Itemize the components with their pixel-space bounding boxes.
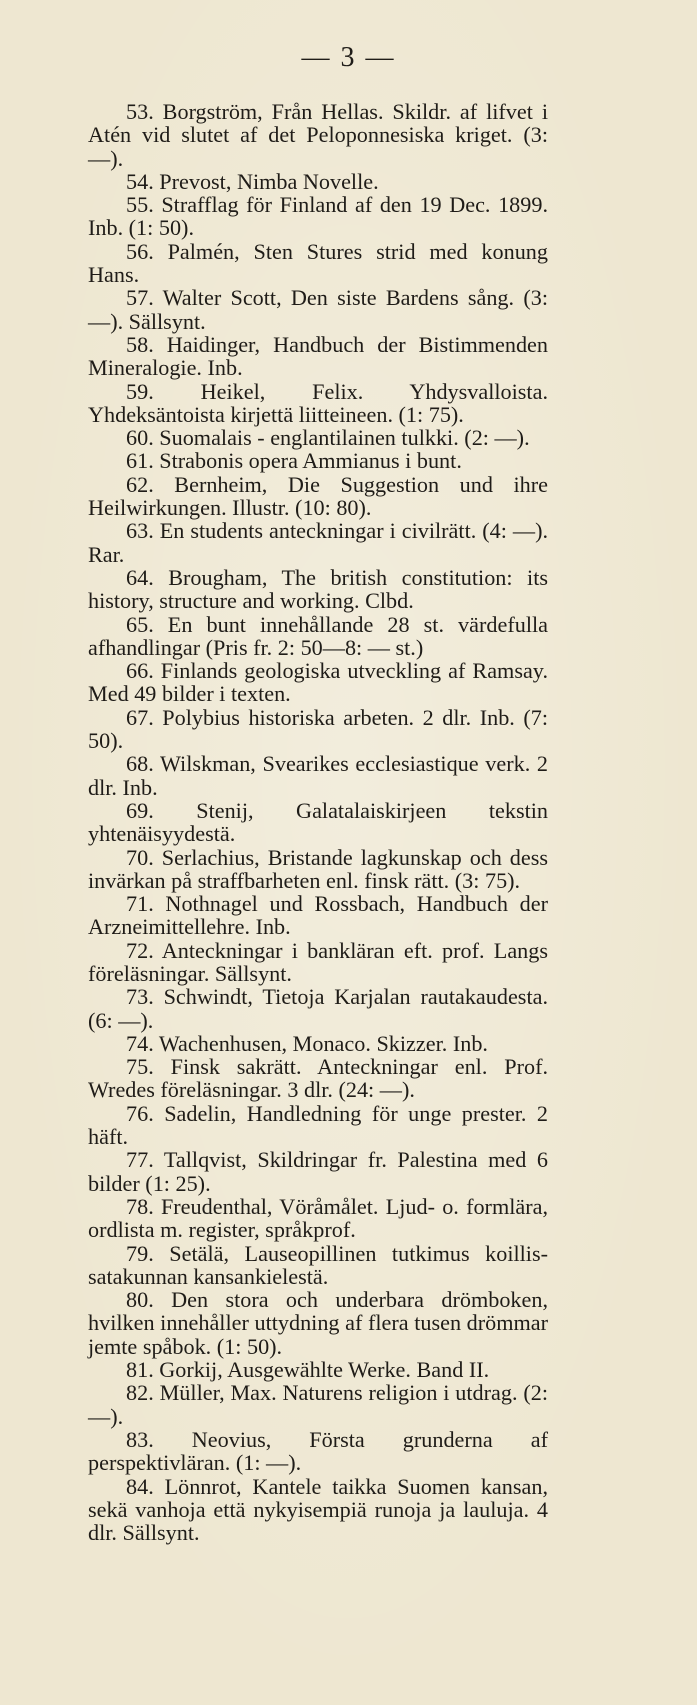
entry-number: 68.	[126, 751, 154, 777]
entry-number: 80.	[126, 1287, 154, 1313]
entry-number: 61.	[126, 448, 154, 474]
list-item	[88, 426, 548, 449]
entry-number: 66.	[126, 658, 154, 684]
entry-text: Finsk sakrätt. Anteckningar enl. Prof. Wredes föreläsningar. 3 dlr. (24: —).	[88, 1054, 549, 1103]
entry-text: Prevost, Nimba Novelle.	[159, 168, 379, 194]
entry-number: 65.	[126, 611, 154, 637]
list-item	[88, 1148, 548, 1195]
list-item	[88, 892, 548, 939]
list-item	[88, 613, 548, 660]
entry-number: 73.	[126, 984, 154, 1010]
entry-text: Finlands geologiska utveckling af Ramsay. Med 49 bilder i texten.	[88, 658, 548, 707]
entry-text: Freudenthal, Vöråmålet. Ljud- o. formlära, ordlista m. register, språkprof.	[88, 1193, 548, 1243]
list-item	[88, 706, 548, 753]
entry-text: Walter Scott, Den siste Bardens sång. (3: —). Sällsynt.	[88, 285, 548, 334]
entry-text: Sadelin, Handledning för unge prester. 2 häft.	[88, 1100, 548, 1150]
entry-number: 83.	[126, 1426, 154, 1452]
entry-text: Strafflag för Finland af den 19 Dec. 1899. Inb. (1: 50).	[88, 192, 548, 241]
entry-text: Wilskman, Svearikes ecclesiastique verk. 2 dlr. Inb.	[88, 751, 548, 800]
entry-text: Strabonis opera Ammianus i bunt.	[159, 448, 462, 474]
entry-text: Polybius historiska arbeten. 2 dlr. Inb. (7: 50).	[88, 704, 549, 754]
entry-number: 79.	[126, 1240, 154, 1266]
entry-number: 59.	[126, 378, 154, 404]
entry-number: 82.	[126, 1380, 154, 1406]
entry-number: 84.	[126, 1473, 154, 1499]
list-item	[88, 1288, 548, 1358]
entry-number: 57.	[126, 285, 154, 311]
entry-text: Stenij, Galatalaiskirjeen tekstin yhtenäisyydestä.	[88, 797, 549, 847]
list-item	[88, 1381, 548, 1428]
list-item	[88, 1475, 548, 1545]
entry-text: Palmén, Sten Stures strid med konung Hans.	[88, 238, 548, 288]
entry-number: 70.	[126, 844, 154, 870]
list-item	[88, 985, 548, 1032]
entry-number: 55.	[126, 192, 154, 218]
entry-number: 74.	[126, 1030, 154, 1056]
entry-number: 71.	[126, 891, 154, 917]
list-item	[88, 240, 548, 287]
list-item	[88, 752, 548, 799]
list-item	[88, 100, 548, 170]
entry-text: En bunt innehållande 28 st. värdefulla afhandlingar (Pris fr. 2: 50—8: — st.)	[88, 611, 548, 660]
list-item	[88, 939, 548, 986]
entry-text: Gorkij, Ausgewählte Werke. Band II.	[159, 1357, 490, 1383]
entry-number: 63.	[126, 518, 154, 544]
list-item	[88, 1032, 548, 1055]
entry-text: Serlachius, Bristande lagkunskap och dess invärkan på straffbarheten enl. finsk rätt. (3: 75).	[88, 844, 549, 893]
entry-number: 77.	[126, 1147, 154, 1173]
entry-text: Haidinger, Handbuch der Bistimmenden Mineralogie. Inb.	[88, 331, 548, 381]
entry-number: 69.	[126, 797, 154, 823]
list-item	[88, 659, 548, 706]
entry-number: 58.	[126, 331, 154, 357]
entry-text: Setälä, Lauseopillinen tutkimus koillis-satakunnan kansankielestä.	[88, 1240, 548, 1289]
entry-text: Müller, Max. Naturens religion i utdrag. (2: —).	[88, 1380, 548, 1429]
list-item	[88, 799, 548, 846]
list-item	[88, 1428, 548, 1475]
list-item	[88, 193, 548, 240]
entry-text: Wachenhusen, Monaco. Skizzer. Inb.	[158, 1030, 488, 1056]
entry-number: 72.	[126, 937, 154, 963]
entry-number: 60.	[126, 425, 154, 451]
entry-number: 67.	[126, 704, 154, 730]
entry-number: 53.	[126, 99, 154, 124]
list-item	[88, 449, 548, 472]
page-number: — 3 —	[301, 42, 396, 73]
entry-text: Bernheim, Die Suggestion und ihre Heilwirkungen. Illustr. (10: 80).	[88, 471, 548, 521]
list-item	[88, 1242, 548, 1289]
entry-number: 64.	[126, 564, 154, 590]
entry-number: 78.	[126, 1193, 154, 1219]
list-item	[88, 380, 548, 427]
entry-text: Anteckningar i bankläran eft. prof. Langs föreläsningar. Sällsynt.	[88, 937, 548, 986]
list-item	[88, 286, 548, 333]
entry-text: Suomalais - englantilainen tulkki. (2: —).	[159, 425, 530, 451]
list-item	[88, 519, 548, 566]
entry-number: 81.	[126, 1357, 154, 1383]
entry-text: Borgström, Från Hellas. Skildr. af lifvet i Atén vid slutet af det Peloponnesiska kriget. (3: —).	[88, 99, 549, 171]
entry-number: 56.	[126, 238, 154, 264]
list-item	[88, 170, 548, 193]
entry-number: 76.	[126, 1100, 154, 1126]
entry-text: Lönnrot, Kantele taikka Suomen kansan, sekä vanhoja että nykyisempiä runoja ja lauluja. 4 dlr. Sällsynt.	[88, 1473, 548, 1546]
entry-text: Neovius, Första grunderna af perspektivläran. (1: —).	[88, 1426, 548, 1476]
entry-text: Tallqvist, Skildringar fr. Palestina med 6 bilder (1: 25).	[88, 1147, 548, 1196]
list-item	[88, 1358, 548, 1381]
list-item	[88, 1102, 548, 1149]
list-item	[88, 333, 548, 380]
entry-text: Nothnagel und Rossbach, Handbuch der Arzneimittellehre. Inb.	[88, 891, 548, 940]
list-item	[88, 1195, 548, 1242]
entry-text: Heikel, Felix. Yhdysvalloista. Yhdeksäntoista kirjettä liitteineen. (1: 75).	[88, 378, 548, 427]
entry-text: En students anteckningar i civilrätt. (4: —). Rar.	[88, 518, 549, 567]
list-item	[88, 1055, 548, 1102]
entry-text: Schwindt, Tietoja Karjalan rautakaudesta. (6: —).	[88, 984, 548, 1033]
entry-text: Brougham, The british constitution: its history, structure and working. Clbd.	[88, 564, 548, 614]
entry-number: 62.	[126, 471, 154, 497]
list-item	[88, 846, 548, 893]
list-item	[88, 473, 548, 520]
entry-number: 54.	[126, 168, 154, 194]
entry-number: 75.	[126, 1054, 154, 1080]
entry-list	[88, 100, 548, 1544]
entry-text: Den stora och underbara drömboken, hvilken innehåller uttydning af flera tusen drömmar jemte spåbok. (1: 50).	[88, 1287, 549, 1359]
list-item	[88, 566, 548, 613]
